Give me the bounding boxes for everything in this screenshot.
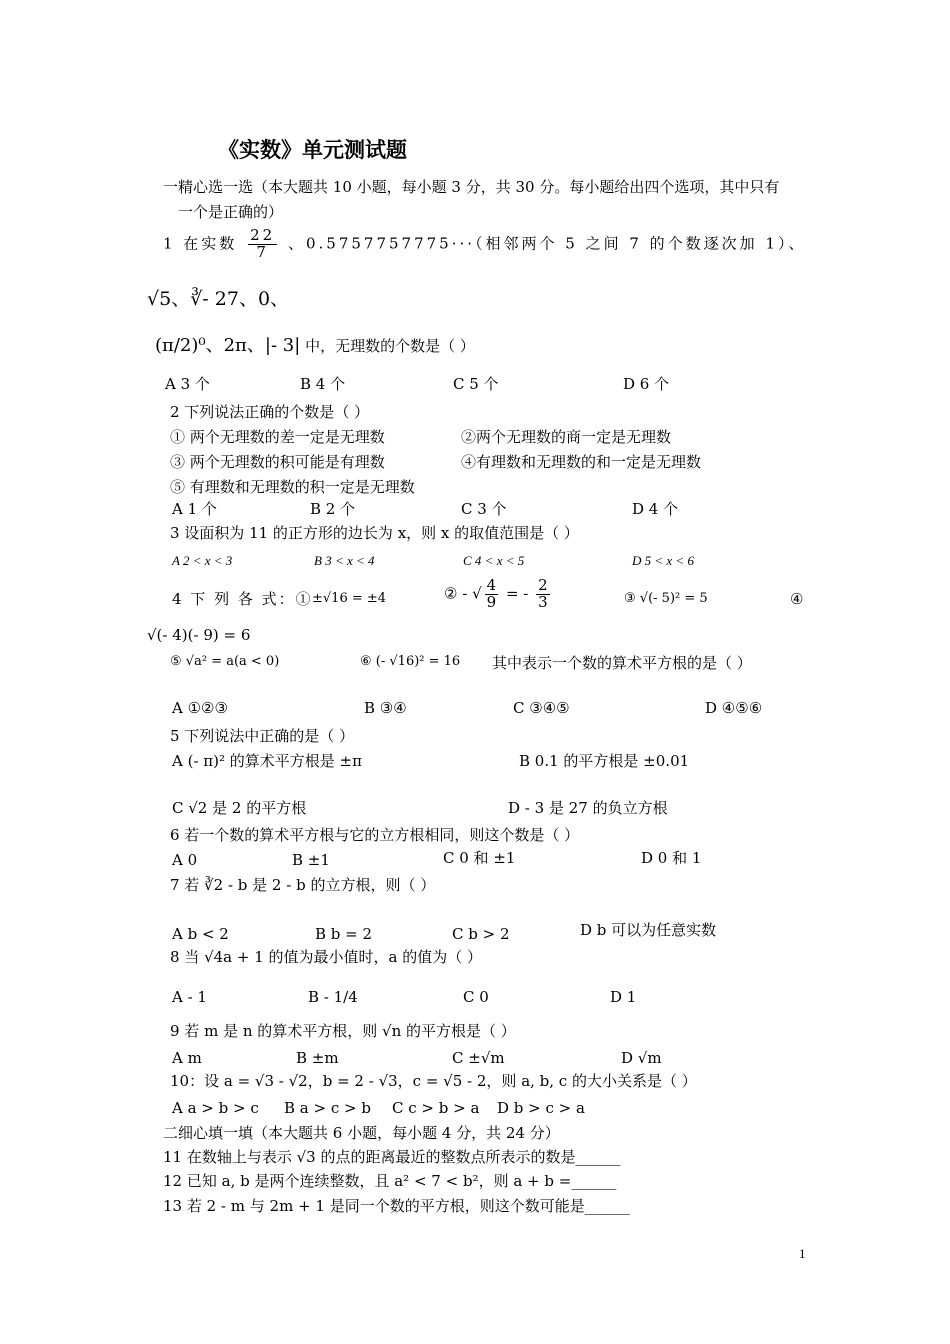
q3-option-d: D 5 < x < 6 bbox=[632, 553, 694, 568]
q4-expr-5: ⑤ √a² = a(a < 0) bbox=[170, 654, 280, 669]
q4-expr-2: ② - √ $\frac{4}{9}$ = - $\frac{2}{3}$ bbox=[444, 576, 548, 611]
q7-option-d: D b 可以为任意实数 bbox=[580, 921, 717, 939]
q2-statement-5: ⑤ 有理数和无理数的积一定是无理数 bbox=[170, 478, 415, 496]
q4-prefix: 4 下 列 各 式：① bbox=[172, 590, 313, 608]
q8-option-b: B - 1/4 bbox=[308, 988, 358, 1006]
section1-heading: 一精心选一选（本大题共 10 小题，每小题 3 分，共 30 分。每小题给出四个选项，其中只有 bbox=[163, 178, 780, 196]
q8-option-c: C 0 bbox=[463, 988, 489, 1006]
q10-option-a: A a > b > c bbox=[172, 1099, 259, 1117]
q10-option-d: D b > c > a bbox=[497, 1099, 585, 1117]
q1-expr: (π/2)⁰、2π、|- 3| bbox=[155, 335, 301, 356]
q7-option-b: B b = 2 bbox=[315, 925, 373, 943]
q11-text: 11 在数轴上与表示 √3 的点的距离最近的整数点所表示的数是______ bbox=[163, 1148, 621, 1166]
q4-option-a: A ①②③ bbox=[172, 699, 228, 717]
q4-expr-4: √(- 4)(- 9) = 6 bbox=[147, 626, 251, 644]
q10-stem: 10：设 a = √3 - √2，b = 2 - √3，c = √5 - 2，则 a, b, c 的大小关系是（ ） bbox=[170, 1072, 697, 1090]
q1-option-c: C 5 个 bbox=[453, 375, 499, 393]
q2-option-b: B 2 个 bbox=[310, 500, 356, 518]
q4-expr-6: ⑥ (- √16)² = 16 bbox=[360, 654, 461, 669]
q1-stem: 中，无理数的个数是（ ） bbox=[305, 337, 475, 355]
page-number: 1 bbox=[799, 1246, 806, 1261]
q1-line3 bbox=[155, 335, 475, 357]
q8-option-d: D 1 bbox=[610, 988, 637, 1006]
q2-option-c: C 3 个 bbox=[461, 500, 507, 518]
q5-option-d: D - 3 是 27 的负立方根 bbox=[508, 799, 668, 817]
q7-option-a: A b < 2 bbox=[172, 925, 229, 943]
q1-fraction bbox=[248, 228, 277, 261]
q7-stem: 7 若 ∛2 - b 是 2 - b 的立方根，则（ ） bbox=[170, 876, 436, 894]
q6-option-b: B ±1 bbox=[292, 851, 330, 869]
q2-statement-2: ②两个无理数的商一定是无理数 bbox=[461, 428, 672, 446]
q1-frac-den: 7 bbox=[256, 242, 269, 261]
q9-option-c: C ±√m bbox=[452, 1049, 505, 1067]
q1-decimal: 、0.5757757775···（相邻两个 5 之间 7 的个数逐次加 1）、 bbox=[287, 234, 807, 253]
q13-text: 13 若 2 - m 与 2m + 1 是同一个数的平方根，则这个数可能是______ bbox=[163, 1197, 630, 1215]
q5-stem: 5 下列说法中正确的是（ ） bbox=[170, 727, 355, 745]
q1-line2: √5、∛- 27、0、 bbox=[147, 288, 290, 310]
q3-option-b: B 3 < x < 4 bbox=[314, 553, 375, 568]
q9-option-b: B ±m bbox=[296, 1049, 339, 1067]
section1-heading-cont: 一个是正确的） bbox=[178, 203, 284, 221]
q3-option-a: A 2 < x < 3 bbox=[172, 553, 233, 568]
q3-stem: 3 设面积为 11 的正方形的边长为 x，则 x 的取值范围是（ ） bbox=[170, 524, 579, 542]
q4-option-d: D ④⑤⑥ bbox=[705, 699, 763, 717]
q6-option-c: C 0 和 ±1 bbox=[443, 849, 516, 867]
q1-option-b: B 4 个 bbox=[300, 375, 346, 393]
q6-option-d: D 0 和 1 bbox=[641, 849, 702, 867]
q2-statement-4: ④有理数和无理数的和一定是无理数 bbox=[461, 453, 702, 471]
q1-option-a: A 3 个 bbox=[165, 375, 210, 393]
q2-option-a: A 1 个 bbox=[172, 500, 217, 518]
q12-text: 12 已知 a, b 是两个连续整数，且 a² < 7 < b²，则 a + b =______ bbox=[163, 1172, 617, 1190]
q6-option-a: A 0 bbox=[172, 851, 198, 869]
q4-expr-4-label: ④ bbox=[790, 590, 804, 608]
q1-line1 bbox=[163, 228, 807, 261]
q4-stem: 其中表示一个数的算术平方根的是（ ） bbox=[492, 654, 752, 672]
q4-option-c: C ③④⑤ bbox=[513, 699, 570, 717]
q9-stem: 9 若 m 是 n 的算术平方根，则 √n 的平方根是（ ） bbox=[170, 1022, 516, 1040]
q4-option-b: B ③④ bbox=[364, 699, 407, 717]
q2-statement-3: ③ 两个无理数的积可能是有理数 bbox=[170, 453, 385, 471]
q5-option-b: B 0.1 的平方根是 ±0.01 bbox=[519, 752, 690, 770]
section2-heading: 二细心填一填（本大题共 6 小题，每小题 4 分，共 24 分） bbox=[163, 1124, 560, 1142]
q1-prefix: 1 在实数 bbox=[163, 234, 238, 253]
q9-option-a: A m bbox=[172, 1049, 202, 1067]
q9-option-d: D √m bbox=[621, 1049, 662, 1067]
q6-stem: 6 若一个数的算术平方根与它的立方根相同，则这个数是（ ） bbox=[170, 826, 580, 844]
q1-frac-num: 22 bbox=[250, 226, 276, 244]
q5-option-a: A (- π)² 的算术平方根是 ±π bbox=[172, 752, 362, 770]
q1-option-d: D 6 个 bbox=[623, 375, 670, 393]
q7-option-c: C b > 2 bbox=[452, 925, 510, 943]
q8-option-a: A - 1 bbox=[172, 988, 207, 1006]
q5-option-c: C √2 是 2 的平方根 bbox=[172, 799, 307, 817]
q10-option-b: B a > c > b bbox=[284, 1099, 371, 1117]
q2-statement-1: ① 两个无理数的差一定是无理数 bbox=[170, 428, 385, 446]
q4-expr-2-label: ② bbox=[444, 584, 458, 603]
page-title: 《实数》单元测试题 bbox=[218, 138, 407, 162]
q2-option-d: D 4 个 bbox=[632, 500, 679, 518]
q4-expr-1: ±√16 = ±4 bbox=[312, 591, 387, 606]
q4-expr-3: ③ √(- 5)² = 5 bbox=[624, 591, 708, 606]
q3-option-c: C 4 < x < 5 bbox=[463, 553, 525, 568]
q8-stem: 8 当 √4a + 1 的值为最小值时，a 的值为（ ） bbox=[170, 948, 483, 966]
q2-stem: 2 下列说法正确的个数是（ ） bbox=[170, 403, 370, 421]
q10-option-c: C c > b > a bbox=[392, 1099, 480, 1117]
